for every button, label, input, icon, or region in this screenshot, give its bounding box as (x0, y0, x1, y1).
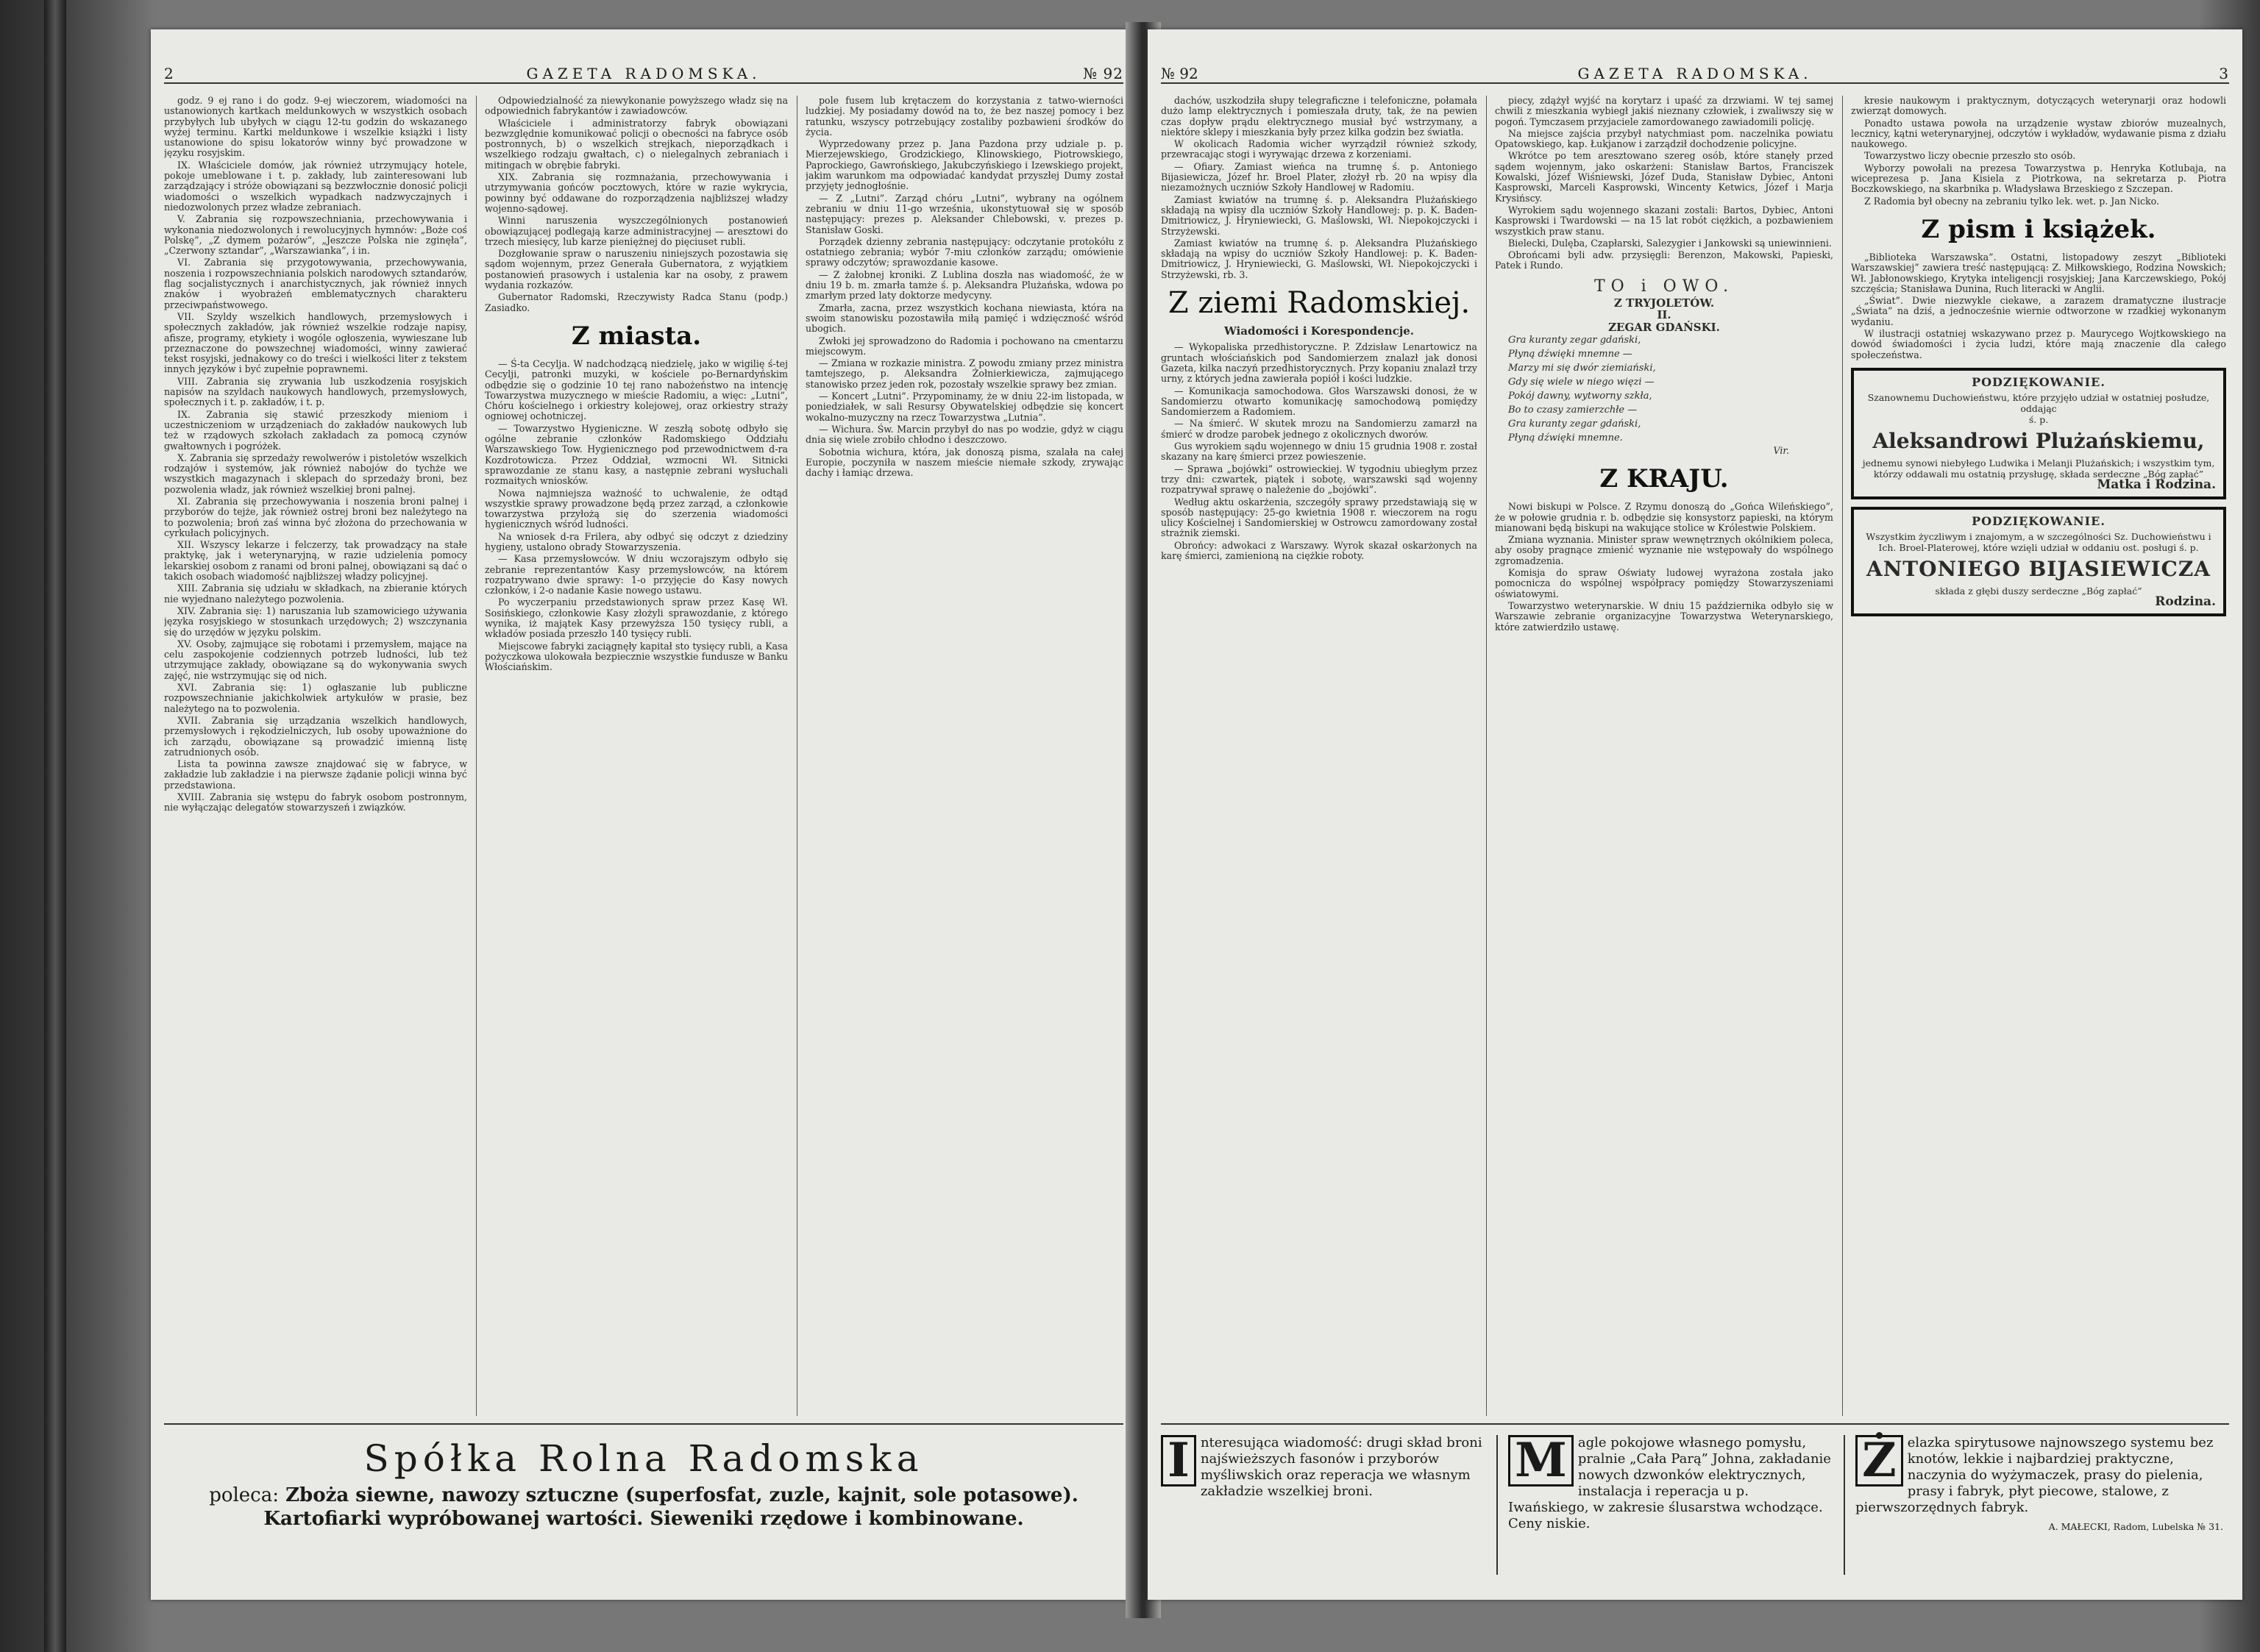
left-page (151, 29, 1137, 1600)
column-1 (1161, 96, 1477, 1416)
paragraph: Zmiana wyznania. Minister spraw wewnętrznych okólnikiem poleca, aby osoby pragnące zmienić wyznanie nie wstępowały do wspólnego zgromadzenia. (1495, 534, 1833, 566)
paragraph: kresie naukowym i praktycznym, dotyczących weterynarji oraz hodowli zwierząt domowych. (1851, 96, 2226, 117)
paragraph: VI. Zabrania się przygotowywania, przechowywania, noszenia i rozpowszechniania polskich narodowych sztandarów, flag socjalistycznych i anarchistycznych, jak również innych znaków i wyobrażeń emblematycznych charakteru przeciwpaństwowego. (164, 257, 467, 310)
running-header-left (164, 60, 1123, 84)
paragraph: Towarzystwo weterynarskie. W dniu 15 października odbyło się w Warszawie zebranie organizacyjne Towarzystwa Weterynarskiego, które zatwierdziło ustawę. (1495, 599, 1833, 633)
column-2-text (1495, 96, 1833, 271)
paragraph: Wyprzedowany przez p. Jana Pazdona przy udziale p. p. Mierzejewskiego, Grodzickiego, Klinowskiego, Piotrowskiego, Paprockiego, Gawrońskiego, Jakubczyńskiego i Izewskiego projekt, jakim warunkom ma odpowiadać kandydat przyszłej Dumy został przyjęty jednogłośnie. (806, 138, 1123, 192)
paragraph: Z Radomia był obecny na zebraniu tylko lek. wet. p. Jan Nicko. (1864, 195, 2160, 207)
book-binding-edge (44, 0, 66, 1652)
thanks-body: jednemu synowi niebyłego Ludwika i Melanji Plużańskich; i wszystkim tym, którzy oddawali mu ostatnią przysługę, składa serdeczne „Bóg zapłać” (1862, 457, 2215, 480)
paragraph: XV. Osoby, zajmujące się robotami i przemysłem, mające na celu zaspokojenie codziennych potrzeb ludności, lub też utrzymujące zakłady, obowiązane są do wykonywania swych zajęć, nie wstrzymując się od nich. (164, 638, 467, 681)
ad-line-1-text: Zboża siewne, nawozy sztuczne (superfosfat, zuzle, kajnit, sole potasowe). (285, 1484, 1079, 1506)
ad-irons (1855, 1435, 2223, 1579)
thanks-name: ANTONIEGO BIJASIEWICZA (1866, 556, 2211, 581)
paragraph: — Towarzystwo Hygieniczne. W zeszłą sobotę odbyło się ogólne zebranie członków Radomskiego Oddziału Warszawskiego Tow. Hygienicznego pod przewodnictwem d-ra Kozdrotowicza. Przez Oddział, wzmocni Wł. Sitnicki sprawozdanie ze stanu kasy, a następnie zebrani wysłuchali rozmaitych wniosków. (485, 422, 788, 487)
column-3 (806, 96, 1123, 1416)
poem-signature: Vir. (1773, 444, 1789, 456)
poem-number: II. (1657, 308, 1671, 322)
ad-initial: I (1161, 1435, 1196, 1487)
thanks-intro: Szanownemu Duchowieństwu, które przyjęło udział w ostatniej posłudze, oddając (1867, 391, 2210, 414)
paragraph: Właściciele i administratorzy fabryk obowiązani bezwzględnie komunikować policji o obecności na fabryce osób postronnych, b) o wszelkich strejkach, nieporządkach i wszelkiego rodzaju gwałtach, c) o nielegalnych zebraniach i mitingach w obrębie fabryki. (485, 117, 788, 171)
paragraph: Zwłoki jej sprowadzono do Radomia i pochowano na cmentarzu miejscowym. (806, 335, 1123, 357)
poem-cycle-title: Z TRYJOLETÓW. (1613, 296, 1715, 310)
paragraph: Winni naruszenia wyszczególnionych postanowień obowiązującej podlegają karze administracyjnej — aresztowi do trzech miesięcy, lub karze pieniężnej do pięciuset rubli. (485, 215, 788, 247)
paragraph: Komisja do spraw Oświaty ludowej wyrażona została jako pomocnicza do wspólnej współpracy pomiędzy Stowarzyszeniami oświatowymi. (1495, 567, 1833, 599)
column-1-text (164, 96, 467, 813)
paragraph: Nowi biskupi w Polsce. Z Rzymu donoszą do „Gońca Wileńskiego”, że w połowie grudnia r. b. odbędzie się konsystorz papieski, na którym mianowani będą biskupi na wakujące stolice w Królestwie Polskiem. (1495, 501, 1833, 533)
ad-text: nteresująca wiadomość: drugi skład broni najświeższych fasonów i przyborów myśliwskich oraz reperacja we własnym zakładzie wszelkiej broni. (1200, 1435, 1482, 1499)
paragraph: XIV. Zabrania się: 1) naruszania lub szamowiciego używania języka rosyjskiego w stosunkach urzędowych; 2) wszczynania się do urzędów w języku polskim. (164, 605, 467, 638)
poem-line: Gra kuranty zegar gdański, (1508, 418, 1641, 430)
paragraph: dachów, uszkodziła słupy telegraficzne i telefoniczne, połamała dużo lamp elektrycznych i pomieszała druty, tak, że na pewien czas dopływ prądu elektrycznego musiał być wstrzymany, a niektóre sklepy i mieszkania były przez kilka godzin bez światła. (1161, 96, 1477, 138)
thanks-heading: PODZIĘKOWANIE. (1972, 513, 2106, 528)
paragraph: VII. Szyldy wszelkich handlowych, przemysłowych i społecznych zakładów, jak również wszelkie rodzaje napisy, afisze, programy, etykiety i wogóle ogłoszenia, wywieszane lub przeznaczone do powszechnej wiadomości, winny zawierać tekst rosyjski, jednakowy co do treści i wielkości liter z tekstem innych języków i być zupełnie poprawnemi. (164, 310, 467, 375)
paragraph: Zamiast kwiatów na trumnę ś. p. Aleksandra Plużańskiego składają na wpisy do uczniów Szkoły Handlowej: p. K. Baden-Dmitriowicz, J. Hryniewiecki, G. Maślowski, Wł. Niepokojczycki i Strzyżewski, rb. 3. (1161, 237, 1477, 280)
ad-line-2: Kartofiarki wypróbowanej wartości. Sieweniki rzędowe i kombinowane. (263, 1508, 1024, 1530)
poem-lines (1495, 334, 1833, 444)
paragraph: X. Zabrania się sprzedaży rewolwerów i pistoletów wszelkich rodzajów i systemów, jak również nabojów do tychże we wszystkich magazynach i sklepach do sprzedaży broni, bez pozwolenia władz, jak również wszelkiej broni palnej. (164, 452, 467, 495)
poem-line: Gdy się wiele w niego więzi — (1508, 376, 1655, 388)
paragraph: Według aktu oskarżenia, szczegóły sprawy przedstawiają się w sposób następujący: 25-go kwietnia 1908 r. wieczorem na rogu ulicy Kościelnej i Sandomierskiej w Ostrowcu zamordowany został strażnik ziemski. (1161, 496, 1477, 539)
paragraph: — Kasa przemysłowców. W dniu wczorajszym odbyło się zebranie reprezentantów Kasy przemysłowców, na którem rozpatrywano dwie sprawy: 1-o przyjęcie do Kasy nowych członków, i 2-o nadanie Kasie nowego ustawu. (485, 553, 788, 597)
thanks-signature: Rodzina. (2155, 594, 2216, 609)
column-1 (164, 96, 467, 1416)
paragraph: W ilustracji ostatniej wskazywano przez p. Maurycego Wojtkowskiego na dowód świadomości i życia ludzi, które mają znaczenie dla całego społeczeństwa. (1851, 328, 2226, 360)
paragraph: Obrońcy: adwokaci z Warszawy. Wyrok skazał oskarżonych na karę śmierci, zamienioną na ciężkie roboty. (1161, 539, 1477, 561)
column-1-news (1161, 342, 1477, 561)
ad-line-1 (164, 1484, 1123, 1507)
ad-title: Spółka Rolna Radomska (363, 1437, 924, 1480)
paragraph: — Na śmierć. W skutek mrozu na Sandomierzu zamarzł na śmierć w drodze parobek jednego z okolicznych dworów. (1161, 418, 1477, 440)
issue-number: № 92 (1083, 65, 1123, 82)
column-3-text (806, 96, 1123, 478)
paragraph: V. Zabrania się rozpowszechniania, przechowywania i wykonania niedozwolonych i rewolucyjnych hymnów: „Boże coś Polskę”, „Z dymem pożarów”, „Jeszcze Polska nie zginęła”, „Czerwony sztandar”, „Warszawianka”, i in. (164, 213, 467, 257)
paragraph: IX. Właściciele domów, jak również utrzymujący hotele, pokoje umeblowane i t. p. zakłady, lub zainteresowani lub zarządzający i stróże obowiązani są bezzwłocznie donosić policji wiadomości o wszelkich wypadkach nadzwyczajnych i niedozwolonych przez władze zebraniach. (164, 159, 467, 213)
thanks-name: Aleksandrowi Plużańskiemu, (1872, 428, 2205, 453)
paragraph: — Wykopaliska przedhistoryczne. P. Zdzisław Lenartowicz na gruntach włościańskich pod Sandomierzem znalazł jak donosi Gazeta, kilka naczyń przedhistorycznych. Przy kopaniu znalazł trzy urny, z których jedna zawierała popiół i kości ludzkie. (1161, 341, 1477, 385)
ad-text: agle pokojowe własnego pomysłu, pralnie „Cała Parą” Johna, zakładanie nowych dzwonków elektrycznych, instalacja i reperacja u p. Iwańskiego, w zakresie ślusarstwa wchodzące. Ceny niskie. (1508, 1435, 1831, 1531)
poem-line: Płyną dźwięki mnemne. (1508, 432, 1623, 444)
paragraph: — Koncert „Lutni”. Przypominamy, że w dniu 22-im listopada, w poniedziałek, w sali Resursy Obywatelskiej odbędzie się koncert wokalno-muzyczny na rzecz Towarzystwa „Lutnia”. (806, 391, 1123, 423)
column-2-news (485, 359, 788, 673)
paragraph: Gus wyrokiem sądu wojennego w dniu 15 grudnia 1908 r. został skazany na karę śmierci przez powieszenie. (1161, 441, 1477, 463)
poem-line: Bo to czasy zamierzchłe — (1508, 404, 1638, 416)
right-columns (1161, 96, 2229, 1416)
column-rule (476, 96, 477, 1416)
paragraph: Wyborzy powołali na prezesa Towarzystwa p. Henryka Kotlubaja, na wiceprezesa p. Jana Kisiela z Piotrkowa, na sekretarza p. Piotra Boczkowskiego, na skarbnika p. Władysława Brzeskiego z Szczepan. (1851, 162, 2226, 195)
column-3-news (1851, 252, 2226, 360)
paragraph: pole fusem lub krętaczem do korzystania z tatwo-wierności ludzkiej. My posiadamy dowód na to, że bez naszej pomocy i bez ratunku, wszyscy potrzebujący zostaliby pozbawieni środków do życia. (806, 96, 1123, 138)
paragraph: Dozgłowanie spraw o naruszeniu niniejszych pozostawia się sądom wojennym, przez Generała Gubernatora, z wyjątkiem postanowień prasowych i ustalenia kar na osoby, z prawem wydania rozkazów. (485, 248, 788, 291)
paragraph: Ponadto ustawa powoła na urządzenie wystaw zbiorów muzealnych, lecznicy, kątni weterynaryjnej, odczytów i wykładów, wydawanie pisma z działu naukowego. (1851, 117, 2226, 150)
poem-title: ZEGAR GDAŃSKI. (1608, 320, 1720, 334)
column-3-text (1851, 96, 2226, 207)
thanks-notice-pluzanski (1851, 368, 2226, 499)
column-2-text (485, 96, 788, 313)
ad-separator (1844, 1435, 1845, 1575)
advertisements-row (1161, 1423, 2229, 1579)
column-3 (1851, 96, 2226, 1416)
paragraph: Gubernator Radomski, Rzeczywisty Radca Stanu (podp.) Zasiadko. (485, 291, 788, 313)
paragraph: Wyrokiem sądu wojennego skazani zostali: Bartos, Dybiec, Antoni Kasprowski i Twardowski — na 15 lat robót ciężkich, a pozbawieniem wszystkich praw stanu. (1495, 204, 1833, 237)
paragraph: Sobotnia wichura, która, jak donoszą pisma, szalała na całej Europie, poczyniła w naszem mieście niemałe szkody, zrywając dachy i łamiąc drzewa. (806, 446, 1123, 479)
poem-line: Płyną dźwięki mnemne — (1508, 348, 1632, 360)
paragraph: W okolicach Radomia wicher wyrządził również szkody, przewracając stogi i wyrywając drzewa z korzeniami. (1161, 138, 1477, 160)
section-title-z-miasta: Z miasta. (571, 321, 702, 351)
newspaper-title: GAZETA RADOMSKA. (1577, 65, 1813, 82)
paragraph: — Z „Lutni”. Zarząd chóru „Lutni”, wybrany na ogólnem zebraniu w dniu 11-go września, ukonstytuował się w sposób następujący: prezes p. Aleksander Chlebowski, v. prezes p. Stanisław Goski. (806, 192, 1123, 235)
ad-gun-shop (1161, 1435, 1485, 1579)
running-header-right (1161, 60, 2229, 84)
paragraph: Zamiast kwiatów na trumnę ś. p. Aleksandra Plużańskiego składają na wpisy dla uczniów Szkoły Handlowej: p. p. K. Baden-Dmitriowicz, J. Hryniewiecki, G. Maślowski, Wł. Niepokojczycki i Strzyżewski. (1161, 193, 1477, 237)
poem-line: Pokój dawny, wytworny szkła, (1508, 390, 1652, 402)
column-rule (1842, 96, 1843, 1416)
paragraph: XVI. Zabrania się: 1) ogłaszanie lub publiczne rozpowszechnianie jakichkolwiek artykułów w prasie, bez należytego na to pozwolenia. (164, 682, 467, 714)
poem-section-title: TO i OWO. (1593, 277, 1735, 296)
paragraph: Obrońcami byli adw. przysięgli: Berenzon, Makowski, Papieski, Patek i Rundo. (1495, 249, 1833, 271)
newspaper-title: GAZETA RADOMSKA. (526, 65, 761, 82)
thanks-heading: PODZIĘKOWANIE. (1972, 374, 2106, 389)
ad-initial: M (1508, 1435, 1574, 1487)
paragraph: XIX. Zabrania się rozmnażania, przechowywania i utrzymywania gońców pocztowych, które w razie wykrycia, powinny być oddawane do rozporządzenia najbliższej władzy wojenno-sądowej. (485, 171, 788, 214)
paragraph: Bielecki, Dulęba, Czapłarski, Salezygier i Jankowski są uniewinnieni. (1508, 237, 1832, 249)
paragraph: Lista ta powinna zawsze znajdować się w fabryce, w zakładzie lub zakładzie i na pierwsze żądanie policji winna być przedstawiona. (164, 758, 467, 791)
paragraph: Po wyczerpaniu przedstawionych spraw przez Kasę Wł. Sosińskiego, członkowie Kasy złożyli sprawozdanie, z którego wynika, iż majątek Kasy przewyższa 150 tysięcy rubli, a wkładów posiada przeszło 140 tysięcy rubli. (485, 597, 788, 640)
ad-signature: A. MAŁECKI, Radom, Lubelska № 31. (2048, 1521, 2223, 1532)
paragraph: — Wichura. Św. Marcin przybył do nas po wodzie, gdyż w ciągu dnia się wiele zrobiło chłodno i deszczowo. (806, 423, 1123, 446)
ad-separator (1496, 1435, 1498, 1575)
paragraph: — Ofiary. Zamiast wieńca na trumnę ś. p. Antoniego Bijasiewicza, Józef hr. Broel Plater, złożył rb. 20 na wpisy dla niezamożnych uczniów Szkoły Handlowej w Radomiu. (1161, 160, 1477, 193)
thanks-intro: Wszystkim życzliwym i znajomym, a w szczególności Sz. Duchowieństwu i Ich. Broel-Platerowej, które wzięli udział w oddaniu ost. posługi ś. p. (1866, 530, 2211, 553)
ad-initial: Ż (1855, 1435, 1903, 1487)
thanks-signature: Matka i Rodzina. (2097, 477, 2216, 492)
right-page (1148, 29, 2242, 1600)
paragraph: VIII. Zabrania się zrywania lub uszkodzenia rosyjskich napisów na szyldach naukowych handlowych, przemysłowych, społecznych i t. p. zakładów, i t. p. (164, 375, 467, 408)
paragraph: XI. Zabrania się przechowywania i noszenia broni palnej i przyborów do tejże, jak również ostrej broni bez należytego na to pozwolenia; broń zaś winna być złożona do przechowania w cyrkułach policyjnych. (164, 495, 467, 538)
paragraph: piecy, zdążył wyjść na korytarz i upaść za drzwiami. W tej samej chwili z mieszkania wybiegł jakiś nieznany człowiek, i zwaliwszy się w pogoń. Tymczasem przyjaciele zamordowanego zawiadomili policję. (1495, 96, 1833, 127)
column-2-news (1495, 502, 1833, 633)
paragraph: „Świat”. Dwie niezwykle ciekawe, a zarazem dramatyczne ilustracje „Świata” na dziś, a jednocześnie wiernie odtworzone w rzadkiej wykonanym wydaniu. (1851, 295, 2226, 327)
paragraph: XIII. Zabrania się udziału w składkach, na zbieranie których nie wyjednano należytego pozwolenia. (164, 583, 467, 605)
section-title-z-pism-i-ksiazek: Z pism i książek. (1921, 214, 2156, 244)
poem-line: Marzy mi się dwór ziemiański, (1508, 362, 1656, 374)
paragraph: — Sprawa „bojówki” ostrowieckiej. W tygodniu ubiegłym przez trzy dni: czwartek, piątek i sobotę, warszawski sąd wojenny rozpatrywał sprawę o należenie do „bojówki”. (1161, 463, 1477, 496)
ad-mangles (1508, 1435, 1832, 1579)
column-2 (485, 96, 788, 1416)
paragraph: XVII. Zabrania się urządzania wszelkich handlowych, przemysłowych i rękodzielniczych, lub osoby upoważnione do ich zarządu, obowiązane są prowadzić imienną listę zatrudnionych osób. (164, 714, 467, 758)
section-title-z-ziemi-radomskiej: Z ziemi Radomskiej. (1168, 286, 1471, 321)
paragraph: Miejscowe fabryki zaciągnęły kapitał sto tysięcy rubli, a Kasa pożyczkowa ulokowała bezpiecznie wszystkie fundusze w Banku Włościańskim. (485, 640, 788, 673)
paragraph: Na wniosek d-ra Frilera, aby odbyć się odczyt z dziedziny hygieny, ustalono obrady Stowarzyszenia. (485, 530, 788, 552)
paragraph: Wkrótce po tem aresztowano szereg osób, które stanęły przed sądem wojennym, jako oskarżeni: Stanisław Bartos, Franciszek Kowalski, Józef Wiśniewski, Józef Duda, Stanisław Dybiec, Antoni Kasprowski, Marceli Kasprowski, Wincenty Ketwics, Józef i Marja Krysińscy. (1495, 150, 1833, 204)
paragraph: Nowa najmniejsza ważność to uchwalenie, że odtąd wszystkie sprawy prowadzone będą przez zarząd, a członkowie towarzystwa przyłożą się do szerzenia wiadomości hygienicznych wśród ludności. (485, 487, 788, 530)
issue-number: № 92 (1161, 65, 1198, 82)
thanks-body: składa z głębi duszy serdeczne „Bóg zapłać” (1935, 585, 2142, 597)
column-1-text (1161, 96, 1477, 280)
paragraph: Zmarła, zacna, przez wszystkich kochana niewiasta, która na swoim stanowisku pozostawiła miłą pamięć i wdzięczność wśród ubogich. (806, 302, 1123, 335)
paragraph: Odpowiedzialność za niewykonanie powyższego władz się na odpowiednich fabrykantów i zawiadowców. (485, 96, 788, 117)
poem-line: Gra kuranty zegar gdański, (1508, 334, 1641, 346)
paragraph: — Zmiana w rozkazie ministra. Z powodu zmiany przez ministra tamtejszego, p. Aleksandra Żołnierkiewicza, zajmującego stanowisko przez jeden rok, pozostały wszelkie sprawy bez zmian. (806, 357, 1123, 390)
paragraph: Porządek dzienny zebrania następujący: odczytanie protokółu z ostatniego zebrania; wybór 7-miu członków zarządu; omówienie sprawy odczytów; sprawozdanie kasowe. (806, 235, 1123, 268)
paragraph: Towarzystwo liczy obecnie przeszło sto osób. (1864, 150, 2076, 162)
thanks-notice-bijasiewicz (1851, 507, 2226, 616)
paragraph: — Komunikacja samochodowa. Głos Warszawski donosi, że w Sandomierzu otwarto komunikację samochodową pomiędzy Sandomierzem a Radomiem. (1161, 385, 1477, 418)
paragraph: XII. Wszyscy lekarze i felczerzy, tak prowadzący na stałe praktykę, jak i weterynaryjną, w razie udzielenia pomocy lekarskiej osobom z ranami od broni palnej, obowiązani są dać o takich osobach wiadomość najbliższej władzy policyjnej. (164, 539, 467, 583)
thanks-lead: ś. p. (2028, 413, 2049, 425)
paragraph: IX. Zabrania się stawić przeszkody mieniom i uczestniczeniom w urządzeniach do zakładów naukowych lub też w rządowych szkołach zakładach za pomocą czynów gwałtownych i pogróżek. (164, 408, 467, 452)
paragraph: „Biblioteka Warszawska”. Ostatni, listopadowy zeszyt „Biblioteki Warszawskiej” zawiera treść następującą: Z. Miłkowskiego, Rodzina Nowskich; Wł. Jabłonowskiego, Krytyka inteligencji rosyjskiej; Jana Karczewskiego, Pokój szczęścia; Stanisława Dunina, Ruch literacki w Anglii. (1851, 251, 2226, 294)
paragraph: — Z żałobnej kroniki. Z Lublina doszła nas wiadomość, że w dniu 19 b. m. zmarła tamże ś. p. Aleksandra Plużańska, wdowa po zmarłym przed laty doktorze medycyny. (806, 268, 1123, 302)
paragraph: godz. 9 ej rano i do godz. 9-ej wieczorem, wiadomości na ustanowionych kartkach meldunkowych w wszystkich osobach przybyłych lub ubyłych w ciągu 12-tu godzin do wskazanego wyżej terminu. Kartki meldunkowe i wszelkie książki i listy ustanowione do spisu lokatorów winny być prowadzone w języku rosyjskim. (164, 96, 467, 159)
left-columns (164, 96, 1123, 1416)
ad-text: elazka spirytusowe najnowszego systemu bez knotów, lekkie i najbardziej praktyczne, naczynia do wyżymaczek, prasy do pielenia, prasy i fabryk, płyt piecowe, stalowe, z pierwszorzędnych fabryk. (1855, 1435, 2214, 1515)
page-number: 3 (2219, 65, 2229, 82)
paragraph: Na miejsce zajścia przybył natychmiast pom. naczelnika powiatu Opatowskiego, kap. Łukjanow i zarządził dochodzenie policyjne. (1495, 127, 1833, 150)
paragraph: XVIII. Zabrania się wstępu do fabryk osobom postronnym, nie wyłączając delegatów stowarzyszeń i związków. (164, 791, 467, 813)
advertisement-spolka-rolna (164, 1423, 1123, 1579)
column-2 (1495, 96, 1833, 1416)
page-number: 2 (164, 65, 174, 82)
section-title-z-kraju: Z KRAJU. (1599, 464, 1729, 494)
paragraph: — Ś-ta Cecylja. W nadchodzącą niedzielę, jako w wigilię ś-tej Cecylji, patronki muzyki, w kościele po-Bernardyńskim odbędzie się o godzinie 10 tej rano nabożeństwo na intencję Towarzystwa muzycznego w mieście Radomiu, a więc: „Lutni”, Chóru kościelnego i orkiestry kolejowej, oraz orkiestry straży ogniowej ochotniczej. (485, 357, 788, 422)
section-subtitle: Wiadomości i Korespondencje. (1223, 324, 1415, 338)
column-rule (1486, 96, 1487, 1416)
ad-lead: poleca: (209, 1484, 280, 1506)
